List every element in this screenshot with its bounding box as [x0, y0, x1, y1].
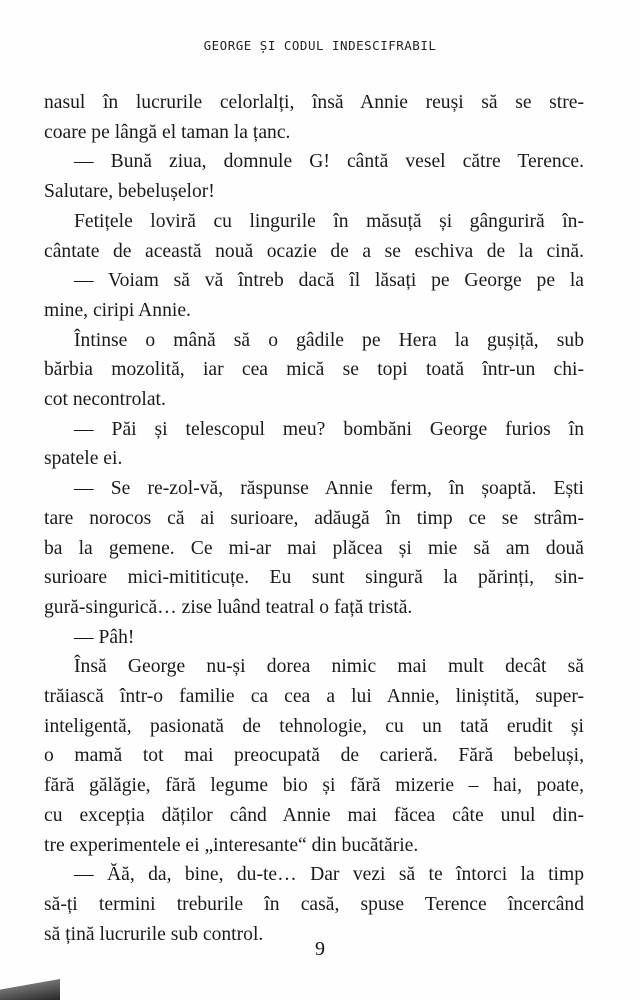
text-line: cu excepția dăților când Annie mai făcea câte unul din-: [44, 804, 584, 826]
text-line: — Păi și telescopul meu? bombăni George furios în: [74, 418, 584, 440]
text-line: mine, ciripi Annie.: [44, 299, 191, 321]
text-line: — Pâh!: [74, 626, 135, 648]
text-line: — Voiam să vă întreb dacă îl lăsați pe George pe la: [74, 270, 584, 292]
text-line: inteligentă, pasionată de tehnologie, cu un tată erudit și: [44, 715, 584, 737]
text-line: fără gălăgie, fără legume bio și fără mizerie – hai, poate,: [44, 775, 584, 797]
text-line: tre experimentele ei „interesante“ din bucătărie.: [44, 834, 419, 856]
text-line: gură-singurică… zise luând teatral o față tristă.: [44, 596, 413, 618]
text-line: nasul în lucrurile celorlalți, însă Annie reuși să se stre-: [44, 92, 584, 113]
text-line: surioare mici-mititicuțe. Eu sunt singură la părinți, sin-: [44, 567, 584, 589]
text-line: coare pe lângă el taman la țanc.: [44, 121, 291, 143]
text-line: să țină lucrurile sub control.: [44, 923, 264, 945]
text-line: Întinse o mână să o gâdile pe Hera la gușiță, sub: [74, 329, 584, 351]
text-line: bărbia mozolită, iar cea mică se topi toată într-un chi-: [44, 359, 584, 381]
text-line: trăiască într-o familie ca cea a lui Annie, liniștită, super-: [44, 686, 584, 708]
text-line: — Ăă, da, bine, du-te… Dar vezi să te întorci la timp: [74, 864, 584, 886]
text-line: tare norocos că ai surioare, adăugă în timp ce se strâm-: [44, 507, 584, 529]
text-line: — Se re-zol-vă, răspunse Annie ferm, în șoaptă. Ești: [74, 478, 584, 500]
page-number: 9: [315, 938, 325, 960]
running-header: GEORGE ȘI CODUL INDESCIFRABIL: [203, 38, 437, 53]
body-text: [44, 88, 584, 949]
text-line: cântate de această nouă ocazie de a se eschiva de la cină.: [44, 240, 584, 262]
text-line: o mamă tot mai preocupată de carieră. Fără bebeluși,: [44, 745, 584, 767]
text-line: să-ți termini treburile în casă, spuse Terence încercând: [44, 893, 584, 915]
text-line: spatele ei.: [44, 448, 123, 470]
text-line: Însă George nu-și dorea nimic mai mult decât să: [74, 656, 584, 678]
text-line: Salutare, bebelușelor!: [44, 181, 215, 203]
page-edge-shadow: [0, 978, 60, 1000]
text-line: ba la gemene. Ce mi-ar mai plăcea și mie să am două: [44, 537, 584, 559]
text-line: cot necontrolat.: [44, 389, 166, 411]
text-line: — Bună ziua, domnule G! cântă vesel către Terence.: [74, 151, 584, 173]
text-line: Fetițele loviră cu lingurile în măsuță și gânguriră în-: [74, 210, 584, 232]
